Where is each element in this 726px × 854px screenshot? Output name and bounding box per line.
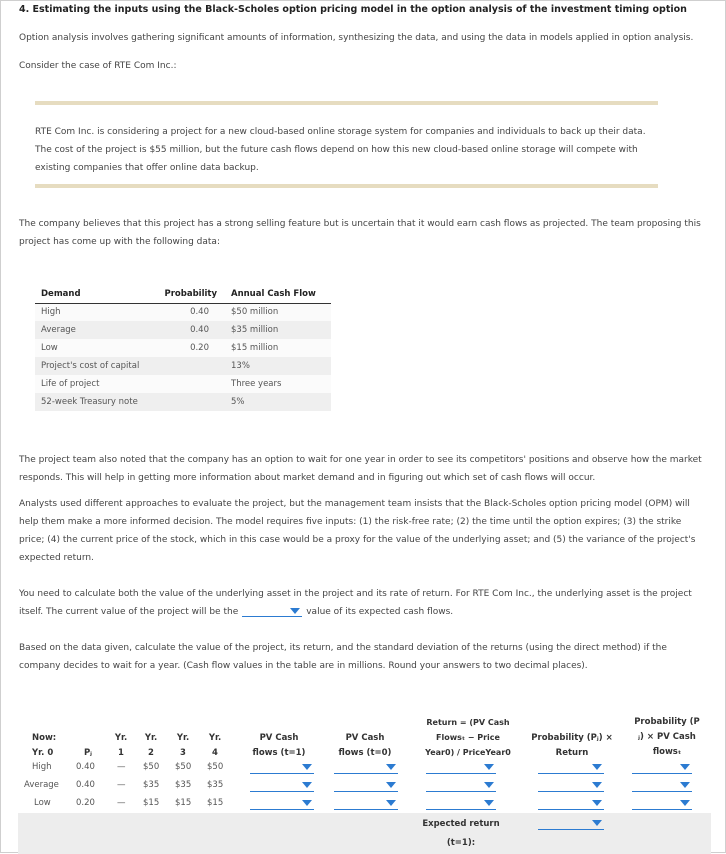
question-heading: 4. Estimating the inputs using the Black-Scholes option pricing model in the option analysis of the investment timing option [19, 4, 687, 15]
chevron-down-icon [592, 782, 602, 788]
analysts-text: Analysts used different approaches to evaluate the project, but the management team insists that the Black-Scholes option pricing model (OPM) will help them make a more informed decision. The model requires five inputs: (1) the risk-free rate; (2) the time until the option expires; (3) the strike price; (4) the current price of the stock, which in this case would be a proxy for the value of the underlying asset; and (5) the variance of the project's expected return. [19, 499, 696, 563]
grid-header-prob-pv-line3: flowsₜ [652, 747, 682, 757]
grid-header-return-line1: Return = (PV Cash [426, 718, 510, 727]
prob-pv-dropdown-low[interactable] [632, 797, 692, 810]
project-value-dropdown[interactable] [242, 606, 302, 617]
grid-header-pv1-line1: PV Cash [259, 733, 299, 743]
demand-cell: Low [35, 339, 153, 357]
case-box-text: RTE Com Inc. is considering a project for a new cloud-based online storage system for companies and individuals to back up their data. The cost of the project is $55 million, but the future cash flows depend on how this new cloud-based online storage will compete with existing companies that offer online data backup. [35, 127, 646, 173]
grid-header-pv1-line2: flows (t=1) [252, 748, 306, 758]
chevron-down-icon [302, 764, 312, 770]
chevron-down-icon [386, 764, 396, 770]
grid-header-pv0-line1: PV Cash [345, 733, 385, 743]
cash-flow-cell: $50 million [225, 303, 331, 321]
chevron-down-icon [680, 800, 690, 806]
probability-cell: 0.40 [153, 303, 225, 321]
chevron-down-icon [302, 782, 312, 788]
based-on-text: Based on the data given, calculate the value of the project, its return, and the standard deviation of the returns (using the direct method) if the company decides to wait for a year. (Cash flow values in the table are in millions. Round your answers to two decimal places). [19, 643, 667, 671]
probability-cell [153, 393, 225, 411]
probability-cell [153, 357, 225, 375]
grid-header-yr3-num: 3 [180, 748, 186, 758]
cash-flow-cell: 5% [225, 393, 331, 411]
grid-header-prob-pv-line1: Probability (P [634, 717, 700, 727]
chevron-down-icon [484, 800, 494, 806]
table-row [35, 357, 331, 375]
expected-return-band [18, 813, 711, 854]
probability-cell [153, 375, 225, 393]
header-demand: Demand [35, 285, 153, 303]
grid-header-pv0-line2: flows (t=0) [338, 748, 392, 758]
grid-header-yr3: Yr. [176, 733, 190, 743]
return-dropdown-average[interactable] [426, 779, 496, 792]
grid-header-return-line3: Year0) / PriceYear0 [425, 748, 511, 757]
row-yr3: $15 [175, 798, 192, 808]
grid-header-prob-pv [624, 715, 710, 760]
demand-table [35, 285, 331, 411]
table-header-row [35, 285, 331, 303]
chevron-down-icon [592, 764, 602, 770]
grid-header-pv1 [240, 731, 318, 761]
calc-intro-part-b: value of its expected cash flows. [306, 607, 454, 617]
chevron-down-icon [680, 764, 690, 770]
row-probability: 0.40 [76, 762, 95, 772]
table-row [35, 339, 331, 357]
pv-t1-dropdown-low[interactable] [250, 797, 314, 810]
prob-pv-dropdown-high[interactable] [632, 761, 692, 774]
header-probability: Probability [153, 285, 225, 303]
grid-header-prob-pv-line2: ⱼ) × PV Cash [638, 732, 696, 742]
consider-text: Consider the case of RTE Com Inc.: [19, 61, 177, 71]
grid-header-yr1: Yr. [114, 733, 128, 743]
row-yr4: $50 [207, 762, 224, 772]
row-probability: 0.40 [76, 780, 95, 790]
calc-intro-part-a: You need to calculate both the value of the underlying asset in the project and its rate of return. For RTE Com Inc., the underlying asset is the project itself. The current value of the project will be the [19, 589, 692, 617]
demand-cell: High [35, 303, 153, 321]
grid-header-yr2: Yr. [144, 733, 158, 743]
grid-header-return-line2: Flowsₜ − Price [436, 733, 500, 742]
grid-header-pv0 [326, 731, 404, 761]
prob-return-dropdown-average[interactable] [538, 779, 604, 792]
chevron-down-icon [592, 800, 602, 806]
grid-header-return [412, 715, 524, 760]
prob-return-dropdown-low[interactable] [538, 797, 604, 810]
chevron-down-icon [592, 820, 602, 826]
row-yr3: $50 [175, 762, 192, 772]
grid-header-yr2-num: 2 [148, 748, 154, 758]
row-yr4: $35 [207, 780, 224, 790]
calc-intro-text [19, 585, 709, 621]
intro-text: Option analysis involves gathering significant amounts of information, synthesizing the data, and using the data in models applied in option analysis. [19, 33, 694, 43]
chevron-down-icon [302, 800, 312, 806]
row-yr1: — [117, 798, 126, 808]
row-yr1: — [117, 780, 126, 790]
cash-flow-cell: $15 million [225, 339, 331, 357]
chevron-down-icon [290, 608, 300, 614]
chevron-down-icon [484, 782, 494, 788]
table-row [35, 321, 331, 339]
grid-header-pj: Pⱼ [83, 748, 93, 758]
demand-cell: Average [35, 321, 153, 339]
probability-cell: 0.20 [153, 339, 225, 357]
grid-header-prob-return [522, 731, 622, 761]
grid-header-prob-return-line2: Return [555, 748, 589, 758]
row-label: High [32, 762, 52, 772]
chevron-down-icon [484, 764, 494, 770]
expected-return-label [416, 815, 506, 853]
demand-cell: 52-week Treasury note [35, 393, 153, 411]
grid-header-yr4-num: 4 [212, 748, 218, 758]
row-yr1: — [117, 762, 126, 772]
pv-t0-dropdown-high[interactable] [334, 761, 398, 774]
grid-header-now: Now: [32, 733, 57, 743]
grid-header-prob-return-line1: Probability (Pⱼ) × [531, 733, 613, 743]
demand-cell: Life of project [35, 375, 153, 393]
team-noted-text: The project team also noted that the company has an option to wait for one year in order to see its competitors' positions and observe how the market responds. This will help in getting more information about market demand and in figuring out which set of cash flows will occur. [19, 455, 702, 483]
table-row [35, 303, 331, 321]
pv-t0-dropdown-average[interactable] [334, 779, 398, 792]
chevron-down-icon [386, 782, 396, 788]
return-dropdown-high[interactable] [426, 761, 496, 774]
return-dropdown-low[interactable] [426, 797, 496, 810]
prob-pv-dropdown-average[interactable] [632, 779, 692, 792]
header-annual-cash-flow: Annual Cash Flow [225, 285, 331, 303]
grid-header-yr1-num: 1 [118, 748, 124, 758]
row-yr2: $50 [143, 762, 160, 772]
row-yr3: $35 [175, 780, 192, 790]
expected-return-line2: (t=1): [446, 838, 476, 848]
cash-flow-cell: Three years [225, 375, 331, 393]
expected-return-dropdown[interactable] [538, 817, 604, 830]
row-probability: 0.20 [76, 798, 95, 808]
pv-t1-dropdown-high[interactable] [250, 761, 314, 774]
table-row [35, 375, 331, 393]
company-believes-text: The company believes that this project has a strong selling feature but is uncertain that it would earn cash flows as projected. The team proposing this project has come up with the following data: [19, 219, 701, 247]
row-yr4: $15 [207, 798, 224, 808]
case-box [35, 101, 658, 188]
chevron-down-icon [680, 782, 690, 788]
row-yr2: $35 [143, 780, 160, 790]
grid-header-yr4: Yr. [208, 733, 222, 743]
cash-flow-cell: $35 million [225, 321, 331, 339]
prob-return-dropdown-high[interactable] [538, 761, 604, 774]
row-yr2: $15 [143, 798, 160, 808]
grid-header-yr0: Yr. 0 [32, 748, 54, 758]
demand-cell: Project's cost of capital [35, 357, 153, 375]
expected-return-line1: Expected return [422, 819, 500, 829]
probability-cell: 0.40 [153, 321, 225, 339]
row-label: Low [34, 798, 51, 808]
pv-t0-dropdown-low[interactable] [334, 797, 398, 810]
chevron-down-icon [386, 800, 396, 806]
calculation-grid [18, 709, 711, 854]
pv-t1-dropdown-average[interactable] [250, 779, 314, 792]
cash-flow-cell: 13% [225, 357, 331, 375]
row-label: Average [24, 780, 59, 790]
table-row [35, 393, 331, 411]
